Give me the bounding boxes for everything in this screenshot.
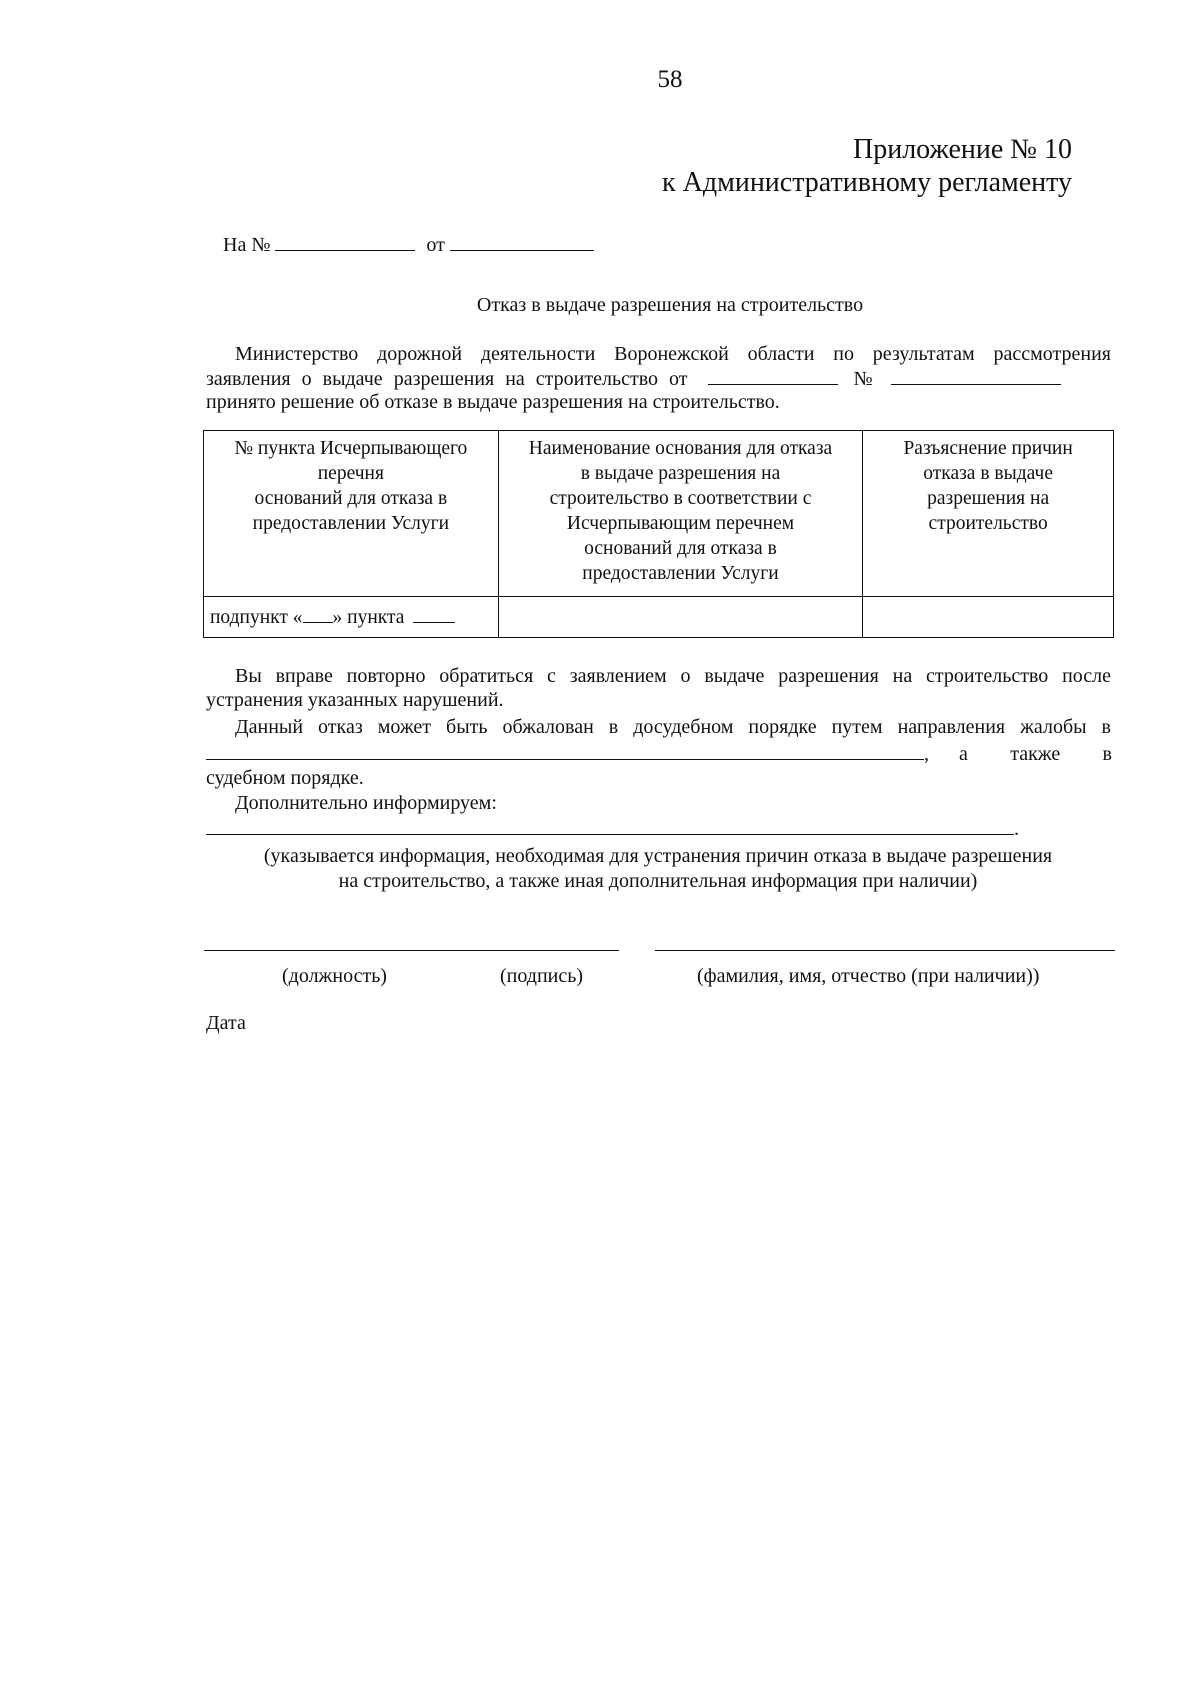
header-2-line: предоставлении Услуги <box>582 563 779 584</box>
table-header-cell <box>204 431 499 597</box>
document-title: Отказ в выдаче разрешения на строительство <box>476 294 864 316</box>
header-1-line: перечня <box>317 463 384 484</box>
note-line-1: (указывается информация, необходимая для устранения причин отказа в выдаче разрешения <box>263 845 1053 867</box>
position-label: (должность) <box>282 965 387 987</box>
reference-number-blank[interactable] <box>275 232 415 251</box>
header-2-line: Исчерпывающим перечнем <box>566 513 795 534</box>
reference-line <box>223 232 594 257</box>
appeal-line-1: Данный отказ может быть обжалован в досудебном порядке путем направления жалобы в <box>235 716 1111 738</box>
reference-from: от <box>426 234 445 256</box>
table-header-cell <box>498 431 863 597</box>
header-1-line: оснований для отказа в <box>254 488 448 509</box>
subpoint-suffix: » пункта <box>332 606 405 628</box>
subpoint-cell[interactable] <box>204 597 499 638</box>
additional-label: Дополнительно информируем: <box>235 792 497 814</box>
repeat-line-2: устранения указанных нарушений. <box>206 689 504 711</box>
subpoint-prefix: подпункт « <box>210 606 303 628</box>
intro-line-2 <box>206 366 1112 391</box>
application-number-blank[interactable] <box>891 366 1061 385</box>
reference-prefix: На № <box>223 234 271 256</box>
note-line-2: на строительство, а также иная дополнительная информация при наличии) <box>338 870 978 892</box>
intro-line-1: Министерство дорожной деятельности Воронежской области по результатам рассмотрения <box>235 343 1111 365</box>
subpoint-blank[interactable] <box>303 606 333 623</box>
refusal-grounds-table <box>203 430 1114 638</box>
header-1-line: № пункта Исчерпывающего <box>234 438 468 459</box>
signature-left-line[interactable] <box>204 950 619 951</box>
application-number-sign: № <box>853 368 873 390</box>
appeal-tail-word: а <box>959 743 968 765</box>
date-label: Дата <box>206 1012 246 1034</box>
header-3-line: Разъяснение причин <box>903 438 1073 459</box>
appeal-comma: , <box>924 743 929 765</box>
table-header-row <box>204 431 1114 597</box>
appendix-line-2: к Административному регламенту <box>662 167 1072 198</box>
appeal-authority-blank[interactable] <box>206 741 924 760</box>
full-name-label: (фамилия, имя, отчество (при наличии)) <box>697 965 1040 987</box>
header-2-line: Наименование основания для отказа <box>528 438 833 459</box>
ground-name-cell[interactable] <box>498 597 863 638</box>
appeal-tail <box>929 742 1112 766</box>
repeat-line-1: Вы вправе повторно обратиться с заявлением о выдаче разрешения на строительство после <box>235 665 1111 687</box>
signature-label: (подпись) <box>500 965 584 987</box>
intro-line-2-text: заявления о выдаче разрешения на строительство от <box>206 368 688 390</box>
appendix-line-1: Приложение № 10 <box>853 134 1072 165</box>
additional-info-blank[interactable] <box>206 816 1014 835</box>
appendix-heading <box>662 133 1072 199</box>
header-3-line: отказа в выдаче <box>923 463 1053 484</box>
appeal-tail-word: в <box>1102 743 1112 765</box>
table-row <box>204 597 1114 638</box>
header-2-line: строительство в соответствии с <box>549 488 812 509</box>
additional-line <box>206 816 1019 841</box>
additional-period: . <box>1014 818 1019 840</box>
header-3-line: разрешения на <box>927 488 1050 509</box>
appeal-line-3: судебном порядке. <box>206 767 364 789</box>
page-number: 58 <box>657 66 683 93</box>
appeal-line-2 <box>206 741 1112 766</box>
application-date-blank[interactable] <box>708 366 838 385</box>
header-2-line: в выдаче разрешения на <box>580 463 781 484</box>
header-1-line: предоставлении Услуги <box>252 513 450 534</box>
table-header-cell <box>863 431 1114 597</box>
reference-date-blank[interactable] <box>450 232 594 251</box>
signature-right-line[interactable] <box>655 950 1115 951</box>
intro-line-3: принято решение об отказе в выдаче разрешения на строительство. <box>206 391 780 413</box>
appeal-tail-word: также <box>1010 743 1061 765</box>
header-2-line: оснований для отказа в <box>584 538 777 559</box>
point-blank[interactable] <box>413 606 455 623</box>
explanation-cell[interactable] <box>863 597 1114 638</box>
header-3-line: строительство <box>928 513 1048 534</box>
